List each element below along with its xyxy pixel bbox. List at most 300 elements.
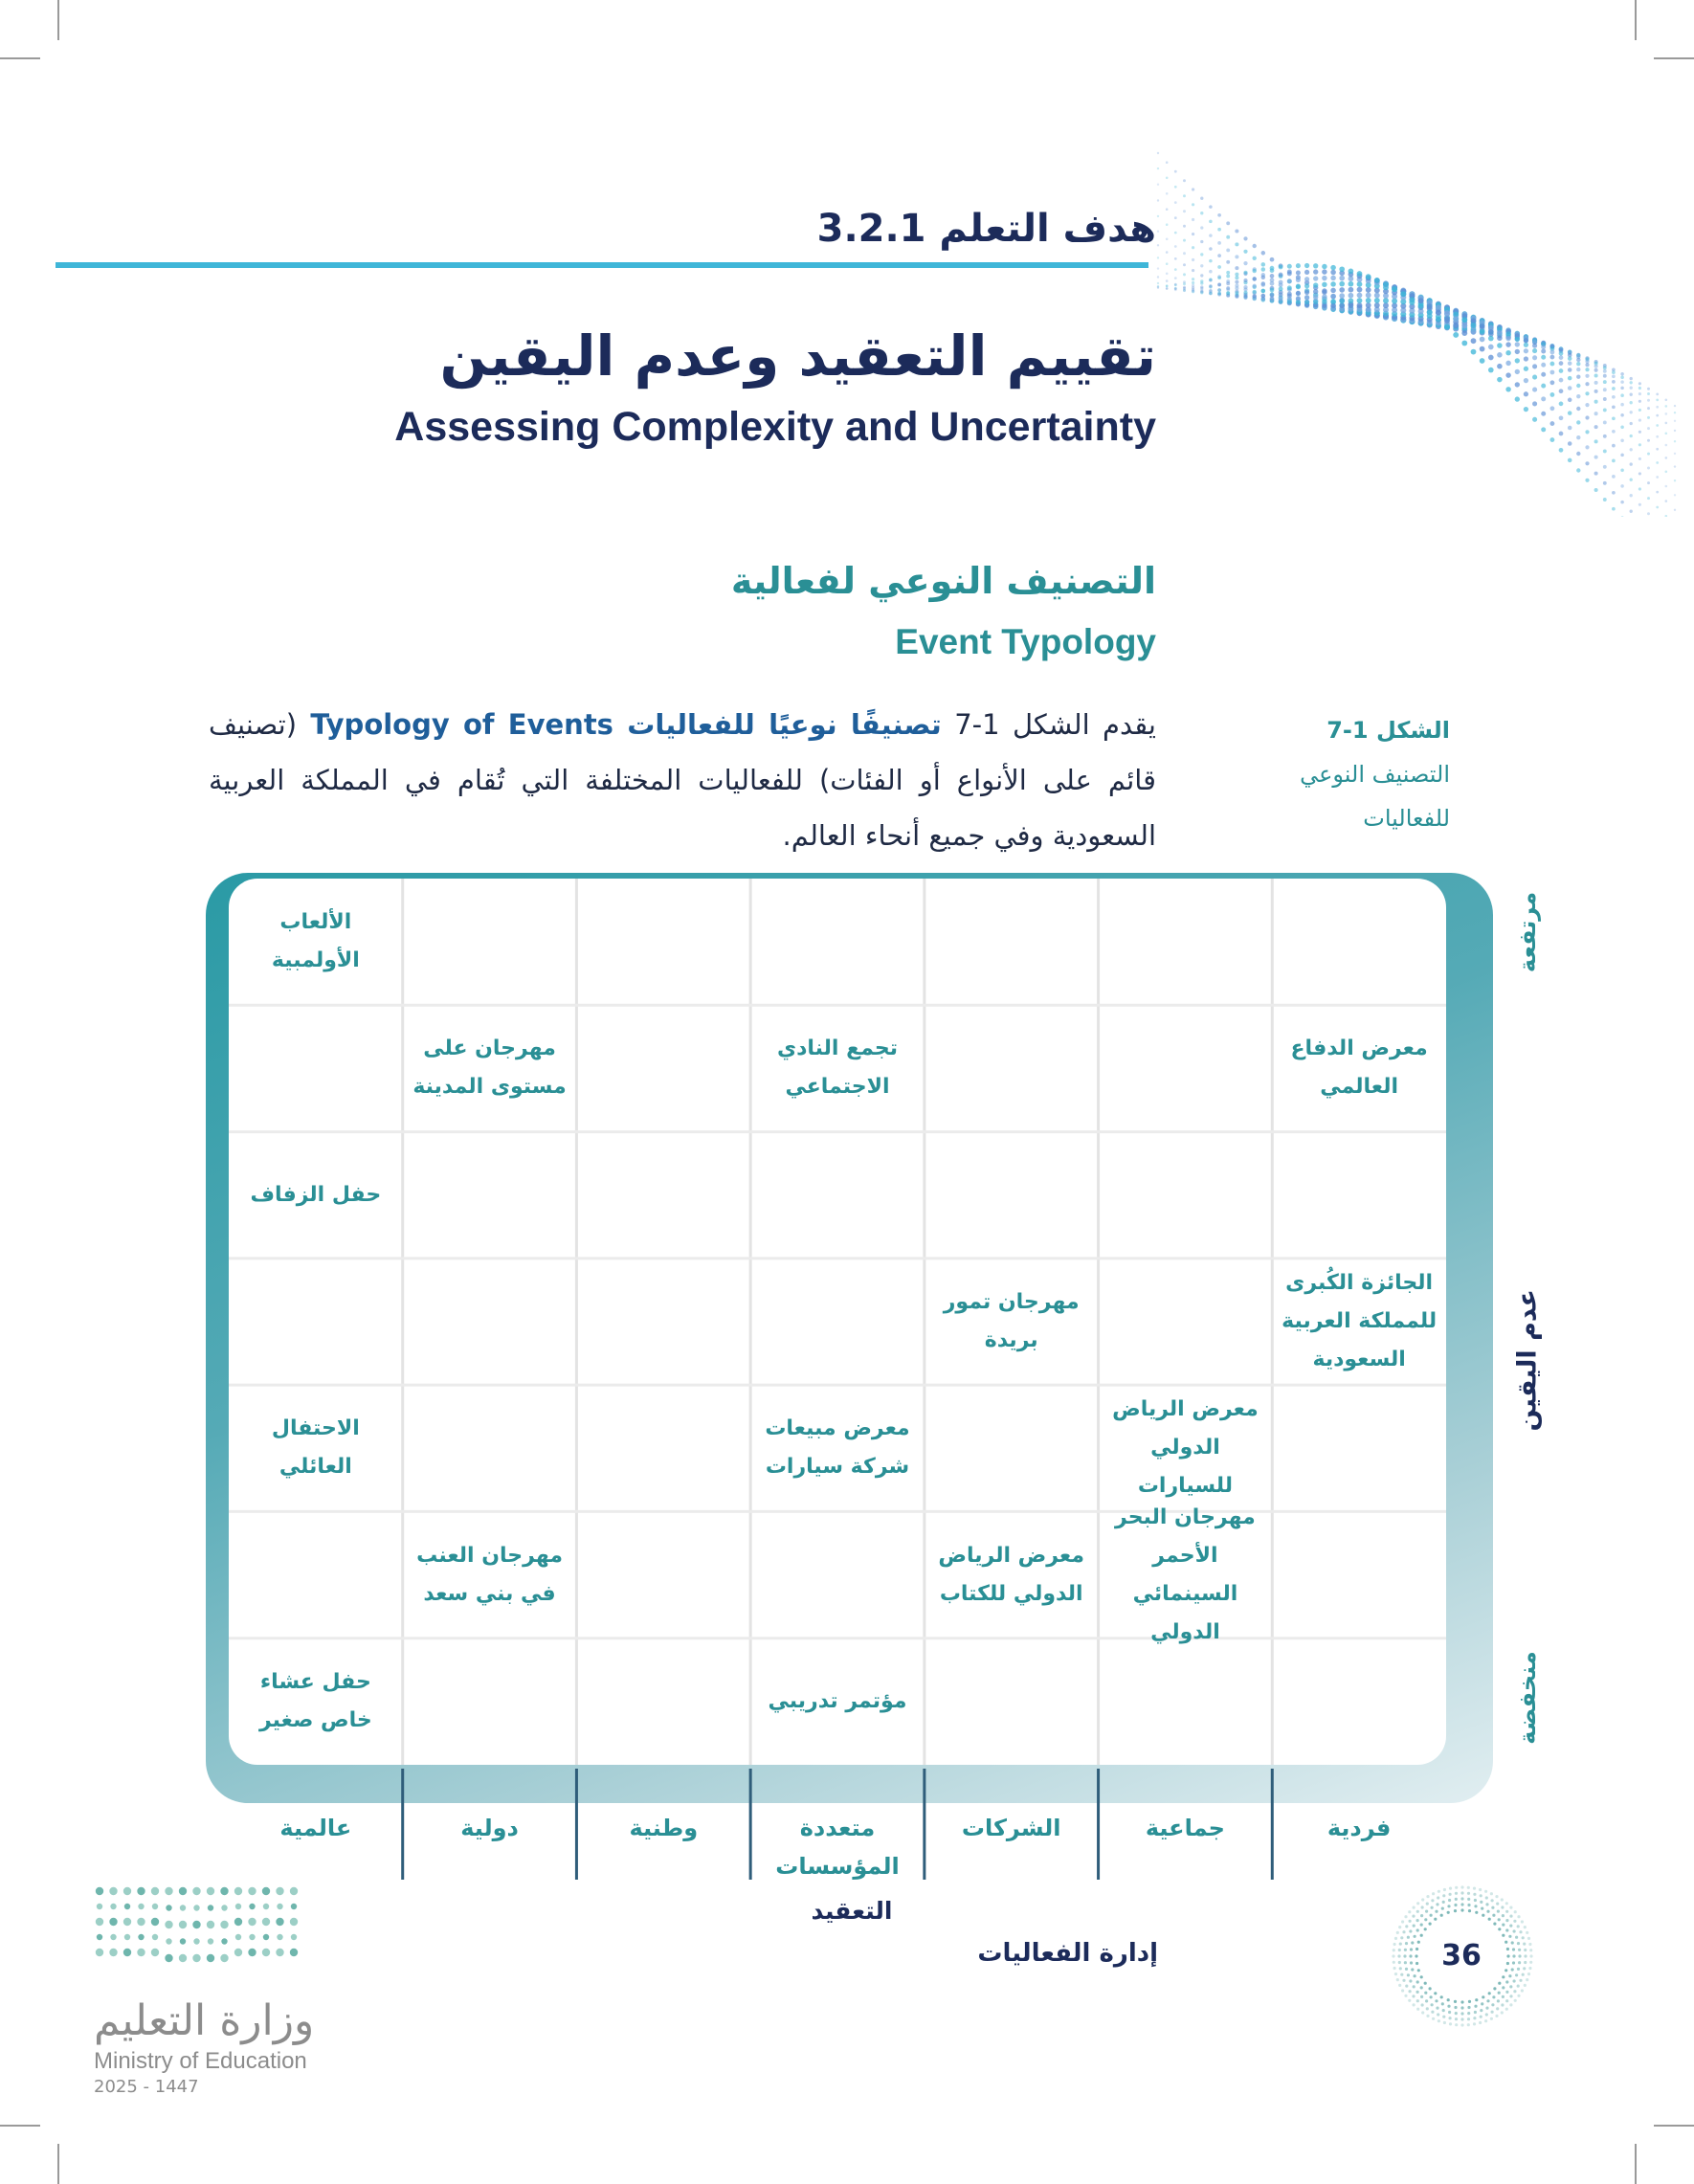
logo-dot bbox=[235, 1934, 241, 1940]
ring-dot bbox=[1524, 1949, 1527, 1951]
ring-dot bbox=[1408, 1910, 1411, 1913]
ring-dot bbox=[1517, 1995, 1520, 1997]
ring-dot bbox=[1502, 1924, 1505, 1927]
ring-dot bbox=[1473, 2022, 1476, 2025]
ring-dot bbox=[1416, 1999, 1419, 2002]
ring-dot bbox=[1509, 1995, 1512, 1997]
ring-dot bbox=[1415, 1962, 1418, 1965]
ring-dot bbox=[1460, 1891, 1463, 1894]
logo-dot bbox=[123, 1949, 131, 1956]
ring-dot bbox=[1513, 1990, 1516, 1993]
ring-dot bbox=[1473, 2017, 1476, 2019]
logo-dot bbox=[192, 1954, 200, 1962]
ring-dot bbox=[1400, 1973, 1403, 1976]
logo-dot bbox=[179, 1954, 187, 1962]
ring-dot bbox=[1431, 2011, 1434, 2014]
ring-dot bbox=[1523, 1943, 1526, 1946]
ring-dot bbox=[1460, 2012, 1463, 2015]
logo-dot bbox=[291, 1904, 297, 1909]
ring-dot bbox=[1413, 2003, 1415, 2006]
ring-dot bbox=[1480, 1901, 1482, 1904]
ring-dot bbox=[1416, 1910, 1419, 1913]
x-axis-category-label: فردية bbox=[1326, 1815, 1392, 1841]
ring-dot bbox=[1480, 2016, 1482, 2018]
logo-dot bbox=[220, 1954, 228, 1962]
ring-dot bbox=[1405, 1985, 1408, 1988]
logo-dot bbox=[277, 1934, 282, 1940]
ring-dot bbox=[1490, 1892, 1493, 1895]
logo-dot bbox=[151, 1887, 159, 1895]
ring-dot bbox=[1485, 2013, 1488, 2016]
ring-dot bbox=[1479, 2021, 1482, 2024]
logo-dot bbox=[220, 1887, 228, 1895]
event-cell: مهرجان البحر الأحمر السينمائي الدولي bbox=[1115, 1504, 1256, 1644]
logo-dot bbox=[263, 1904, 269, 1909]
logo-dot bbox=[208, 1938, 213, 1944]
event-cell: الاحتفال العائلي bbox=[271, 1416, 360, 1480]
ring-dot bbox=[1409, 1990, 1412, 1993]
page-title-arabic: تقييم التعقيد وعدم اليقين bbox=[439, 323, 1156, 389]
ring-dot bbox=[1420, 1995, 1423, 1998]
ring-dot bbox=[1426, 2015, 1429, 2017]
ring-dot bbox=[1505, 1991, 1508, 1994]
logo-dot bbox=[221, 1938, 227, 1944]
ring-dot bbox=[1526, 1931, 1528, 1934]
book-title: إدارة الفعاليات bbox=[977, 1939, 1158, 1968]
logo-dot bbox=[166, 1905, 171, 1910]
ring-dot bbox=[1502, 1975, 1505, 1978]
ring-dot bbox=[1411, 1968, 1414, 1971]
ring-dot bbox=[1404, 1995, 1407, 1997]
logo-dot bbox=[179, 1887, 187, 1895]
ring-dot bbox=[1393, 1961, 1395, 1964]
ring-dot bbox=[1505, 1910, 1508, 1913]
x-axis-title: التعقيد bbox=[811, 1897, 893, 1925]
logo-dot bbox=[234, 1949, 242, 1956]
learning-objective-label: هدف التعلم 3.2.1 bbox=[816, 207, 1156, 251]
ring-dot bbox=[1403, 1954, 1406, 1957]
logo-dot bbox=[124, 1934, 130, 1940]
ring-dot bbox=[1522, 1973, 1525, 1976]
logo-dot bbox=[290, 1887, 298, 1895]
logo-dot bbox=[263, 1934, 269, 1940]
ring-dot bbox=[1431, 2003, 1434, 2006]
ring-dot bbox=[1442, 2016, 1445, 2018]
logo-dot bbox=[110, 1934, 116, 1940]
ring-dot bbox=[1442, 1901, 1445, 1904]
ring-dot bbox=[1436, 1903, 1438, 1905]
ring-dot bbox=[1495, 2015, 1498, 2017]
logo-dot bbox=[152, 1904, 158, 1909]
ring-dot bbox=[1410, 1961, 1413, 1964]
ring-dot bbox=[1417, 1941, 1420, 1944]
ring-dot bbox=[1440, 1914, 1443, 1917]
logo-dot bbox=[124, 1904, 130, 1909]
logo-dot bbox=[109, 1887, 117, 1895]
ring-dot bbox=[1501, 2011, 1504, 2014]
ring-dot bbox=[1513, 1929, 1516, 1932]
ring-dot bbox=[1505, 1980, 1508, 1983]
event-cell: معرض مبيعات شركة سيارات bbox=[765, 1416, 910, 1480]
ring-dot bbox=[1502, 1934, 1505, 1937]
ring-dot bbox=[1501, 1905, 1504, 1908]
ring-dot bbox=[1518, 1949, 1521, 1951]
ring-dot bbox=[1431, 1899, 1434, 1902]
ring-dot bbox=[1436, 2007, 1438, 2010]
ring-dot bbox=[1467, 2017, 1470, 2020]
logo-dot bbox=[193, 1905, 199, 1910]
ring-dot bbox=[1404, 1961, 1407, 1964]
ring-dot bbox=[1454, 1904, 1457, 1906]
ring-dot bbox=[1410, 1948, 1413, 1950]
ring-dot bbox=[1495, 1895, 1498, 1898]
logo-dot bbox=[221, 1905, 227, 1910]
logo-dot bbox=[192, 1921, 200, 1928]
logo-dot bbox=[290, 1918, 298, 1926]
ring-dot bbox=[1501, 2003, 1504, 2006]
ring-dot bbox=[1513, 1979, 1516, 1982]
ring-dot bbox=[1467, 1886, 1470, 1889]
logo-dot bbox=[234, 1887, 242, 1895]
x-axis-category-label: جماعية bbox=[1145, 1815, 1225, 1841]
x-axis-category-label: الشركات bbox=[961, 1815, 1061, 1841]
ring-dot bbox=[1416, 1928, 1419, 1931]
ring-dot bbox=[1521, 1920, 1524, 1923]
ring-dot bbox=[1505, 1969, 1507, 1972]
ministry-name-english: Ministry of Education bbox=[94, 2048, 307, 2074]
logo-dot bbox=[151, 1918, 159, 1926]
logo-dot bbox=[276, 1918, 283, 1926]
logo-dot bbox=[96, 1887, 103, 1895]
ring-dot bbox=[1437, 1896, 1439, 1899]
ring-dot bbox=[1449, 2017, 1452, 2019]
ring-dot bbox=[1414, 1974, 1416, 1977]
ring-dot bbox=[1420, 1924, 1423, 1927]
ring-dot bbox=[1529, 1961, 1532, 1964]
ring-dot bbox=[1435, 1999, 1438, 2002]
ring-dot bbox=[1409, 1979, 1412, 1982]
ring-dot bbox=[1394, 1972, 1397, 1975]
ring-dot bbox=[1475, 1911, 1478, 1914]
ring-dot bbox=[1398, 1949, 1401, 1951]
logo-dot bbox=[180, 1905, 186, 1910]
ring-dot bbox=[1409, 1954, 1412, 1957]
ring-dot bbox=[1409, 1920, 1412, 1923]
ring-dot bbox=[1468, 2000, 1471, 2003]
ring-dot bbox=[1397, 1954, 1400, 1957]
ring-dot bbox=[1449, 1893, 1452, 1896]
ring-dot bbox=[1424, 1928, 1427, 1930]
ring-dot bbox=[1416, 2008, 1419, 2011]
ring-dot bbox=[1407, 1936, 1410, 1939]
ring-dot bbox=[1416, 1919, 1419, 1922]
logo-dot bbox=[249, 1934, 255, 1940]
logo-dot bbox=[290, 1949, 298, 1956]
ring-dot bbox=[1509, 2003, 1512, 2006]
page-title-english: Assessing Complexity and Uncertainty bbox=[394, 404, 1156, 450]
logo-dot bbox=[123, 1887, 131, 1895]
ring-dot bbox=[1498, 1982, 1501, 1985]
event-cell: حفل عشاء خاص صغير bbox=[258, 1669, 372, 1732]
ring-dot bbox=[1497, 1910, 1500, 1913]
ring-dot bbox=[1481, 1907, 1483, 1910]
ring-dot bbox=[1454, 1909, 1457, 1912]
ring-dot bbox=[1401, 1989, 1404, 1992]
ring-dot bbox=[1488, 1918, 1491, 1921]
ring-dot bbox=[1392, 1954, 1394, 1957]
ring-dot bbox=[1492, 1914, 1495, 1917]
ring-dot bbox=[1443, 1888, 1446, 1891]
logo-dot bbox=[193, 1938, 199, 1944]
ring-dot bbox=[1449, 2022, 1452, 2025]
ring-dot bbox=[1492, 1995, 1495, 1998]
ring-dot bbox=[1526, 1978, 1528, 1981]
ring-dot bbox=[1515, 1973, 1518, 1976]
ring-dot bbox=[1400, 1936, 1403, 1939]
ring-dot bbox=[1509, 1915, 1512, 1918]
ring-dot bbox=[1473, 1893, 1476, 1896]
logo-dot bbox=[109, 1949, 117, 1956]
ring-dot bbox=[1440, 1995, 1443, 1998]
ring-dot bbox=[1393, 1943, 1396, 1946]
ring-dot bbox=[1430, 1995, 1433, 1998]
x-axis-category-label: عالمية bbox=[279, 1815, 352, 1841]
ring-dot bbox=[1528, 1943, 1531, 1946]
y-axis-title: عدم اليقين bbox=[1512, 1289, 1543, 1432]
ring-dot bbox=[1399, 1967, 1402, 1970]
logo-dot bbox=[220, 1921, 228, 1928]
ring-dot bbox=[1398, 1984, 1401, 1987]
ring-dot bbox=[1413, 1925, 1415, 1928]
ring-dot bbox=[1432, 1892, 1435, 1895]
ring-dot bbox=[1519, 1979, 1522, 1982]
logo-dot bbox=[262, 1918, 270, 1926]
ring-dot bbox=[1508, 1935, 1511, 1938]
ring-dot bbox=[1522, 1936, 1525, 1939]
ring-dot bbox=[1524, 1961, 1527, 1964]
ring-dot bbox=[1454, 2000, 1457, 2003]
ring-dot bbox=[1528, 1967, 1531, 1970]
logo-dot bbox=[165, 1887, 172, 1895]
ring-dot bbox=[1429, 1923, 1432, 1926]
ring-dot bbox=[1396, 1978, 1399, 1981]
ring-dot bbox=[1480, 1894, 1482, 1897]
ring-dot bbox=[1505, 1928, 1508, 1931]
ring-dot bbox=[1443, 2021, 1446, 2024]
logo-dot bbox=[179, 1921, 187, 1928]
ring-dot bbox=[1517, 1985, 1520, 1988]
ring-dot bbox=[1467, 1898, 1470, 1901]
ring-dot bbox=[1518, 1954, 1521, 1957]
ring-dot bbox=[1460, 1885, 1463, 1888]
ring-dot bbox=[1405, 1925, 1408, 1928]
logo-dot bbox=[110, 1904, 116, 1909]
ring-dot bbox=[1527, 1972, 1530, 1975]
section-heading-english: Event Typology bbox=[895, 622, 1156, 661]
ring-dot bbox=[1481, 2002, 1483, 2005]
ring-dot bbox=[1467, 2012, 1470, 2015]
ring-dot bbox=[1460, 2006, 1463, 2009]
ring-dot bbox=[1449, 1887, 1452, 1890]
ring-dot bbox=[1420, 1975, 1423, 1978]
logo-dot bbox=[276, 1887, 283, 1895]
ring-dot bbox=[1393, 1967, 1396, 1970]
event-cell: حفل الزفاف bbox=[250, 1182, 382, 1207]
ring-dot bbox=[1426, 2007, 1429, 2010]
ring-dot bbox=[1506, 1954, 1509, 1957]
ring-dot bbox=[1491, 2003, 1494, 2006]
ring-dot bbox=[1486, 1910, 1489, 1913]
ring-dot bbox=[1405, 1942, 1408, 1945]
ring-dot bbox=[1502, 1995, 1505, 1998]
event-cell: مهرجان على مستوى المدينة bbox=[412, 1036, 567, 1100]
ring-dot bbox=[1394, 1937, 1397, 1940]
ring-dot bbox=[1416, 1980, 1419, 1983]
ring-dot bbox=[1509, 1925, 1512, 1928]
ring-dot bbox=[1411, 1941, 1414, 1944]
logo-dot bbox=[248, 1918, 256, 1926]
ring-dot bbox=[1517, 1915, 1520, 1918]
ring-dot bbox=[1412, 1915, 1415, 1918]
ring-dot bbox=[1426, 1895, 1429, 1898]
ring-dot bbox=[1512, 1954, 1515, 1957]
ring-dot bbox=[1529, 1954, 1532, 1957]
ring-dot bbox=[1467, 1904, 1470, 1906]
ring-dot bbox=[1496, 1903, 1499, 1905]
ring-dot bbox=[1415, 1948, 1418, 1950]
logo-dot bbox=[137, 1949, 145, 1956]
ring-dot bbox=[1498, 1992, 1501, 1995]
ring-dot bbox=[1420, 1934, 1423, 1937]
ring-dot bbox=[1519, 1930, 1522, 1933]
logo-dot bbox=[137, 1887, 145, 1895]
logo-dot bbox=[123, 1918, 131, 1926]
ring-dot bbox=[1474, 2005, 1477, 2008]
ring-dot bbox=[1509, 1906, 1512, 1909]
ring-dot bbox=[1438, 2019, 1440, 2022]
ring-dot bbox=[1514, 1999, 1517, 2002]
ring-dot bbox=[1426, 1903, 1429, 1905]
logo-dot bbox=[207, 1954, 214, 1962]
logo-dot bbox=[152, 1934, 158, 1940]
ring-dot bbox=[1482, 1995, 1484, 1998]
ring-dot bbox=[1460, 2000, 1463, 2003]
ring-dot bbox=[1404, 1915, 1407, 1918]
ring-dot bbox=[1432, 2017, 1435, 2020]
logo-dot bbox=[207, 1887, 214, 1895]
ring-dot bbox=[1424, 1992, 1427, 1995]
ring-dot bbox=[1398, 1961, 1401, 1964]
ring-dot bbox=[1421, 2011, 1424, 2014]
ring-dot bbox=[1447, 2005, 1450, 2008]
logo-dot bbox=[249, 1904, 255, 1909]
ring-dot bbox=[1455, 2017, 1458, 2020]
logo-dot bbox=[151, 1949, 159, 1956]
logo-dot bbox=[138, 1934, 144, 1940]
ring-dot bbox=[1502, 1914, 1505, 1917]
paragraph-text: يقدم الشكل 1-7 bbox=[941, 708, 1156, 741]
y-low-label: منخفضة bbox=[1514, 1651, 1541, 1745]
ring-dot bbox=[1505, 1919, 1508, 1922]
ring-dot bbox=[1474, 2011, 1477, 2014]
x-axis-category-label: دولية bbox=[460, 1815, 519, 1841]
ring-dot bbox=[1425, 1910, 1428, 1913]
figure-caption-line: للفعاليات bbox=[1363, 805, 1450, 832]
ring-dot bbox=[1414, 1935, 1416, 1938]
ring-dot bbox=[1415, 1954, 1417, 1957]
ring-dot bbox=[1480, 2009, 1482, 2012]
ring-dot bbox=[1467, 1892, 1470, 1895]
ring-dot bbox=[1491, 2011, 1494, 2014]
logo-dot bbox=[208, 1905, 213, 1910]
ministry-name-arabic: وزارة التعليم bbox=[94, 1996, 315, 2045]
ring-dot bbox=[1529, 1949, 1532, 1951]
logo-dot bbox=[262, 1949, 270, 1956]
ring-dot bbox=[1399, 1943, 1402, 1946]
ring-dot bbox=[1398, 1926, 1401, 1928]
logo-dot bbox=[165, 1921, 172, 1928]
ring-dot bbox=[1505, 1941, 1507, 1944]
ring-dot bbox=[1505, 1902, 1508, 1905]
ring-dot bbox=[1448, 1899, 1451, 1902]
logo-dot bbox=[207, 1921, 214, 1928]
ring-dot bbox=[1460, 1903, 1463, 1905]
ring-dot bbox=[1467, 2006, 1470, 2009]
ring-dot bbox=[1514, 1910, 1517, 1913]
ring-dot bbox=[1517, 1925, 1520, 1928]
ring-dot bbox=[1455, 1892, 1458, 1895]
ring-dot bbox=[1429, 1987, 1432, 1990]
ring-dot bbox=[1424, 1982, 1427, 1985]
ring-dot bbox=[1498, 1918, 1501, 1921]
ring-dot bbox=[1441, 1907, 1444, 1910]
ring-dot bbox=[1425, 1999, 1428, 2002]
figure-number: الشكل 1-7 bbox=[1326, 717, 1450, 744]
logo-dot bbox=[138, 1904, 144, 1909]
ring-dot bbox=[1491, 1906, 1494, 1909]
ring-dot bbox=[1460, 1908, 1463, 1911]
ring-dot bbox=[1416, 1902, 1419, 1905]
ring-dot bbox=[1488, 1992, 1491, 1995]
ring-dot bbox=[1442, 2009, 1445, 2012]
event-cell: تجمع النادي الاجتماعي bbox=[776, 1036, 899, 1100]
page-number: 36 bbox=[1424, 1918, 1499, 1993]
ministry-logo-dots bbox=[94, 1883, 314, 1989]
ring-dot bbox=[1409, 1929, 1412, 1932]
ring-dot bbox=[1479, 1888, 1482, 1891]
ring-dot bbox=[1431, 1906, 1434, 1909]
ring-dot bbox=[1442, 1894, 1445, 1897]
ring-dot bbox=[1455, 1886, 1458, 1889]
ring-dot bbox=[1434, 1918, 1437, 1921]
ring-dot bbox=[1474, 1899, 1477, 1902]
ring-dot bbox=[1475, 1998, 1478, 2001]
ring-dot bbox=[1512, 1961, 1515, 1964]
ring-dot bbox=[1506, 1948, 1509, 1950]
ring-dot bbox=[1505, 1999, 1508, 2002]
ring-dot bbox=[1501, 1898, 1504, 1901]
ring-dot bbox=[1396, 1931, 1399, 1934]
ring-dot bbox=[1455, 1898, 1458, 1901]
ring-dot bbox=[1484, 1890, 1487, 1893]
ring-dot bbox=[1448, 2011, 1451, 2014]
ring-dot bbox=[1474, 1905, 1477, 1907]
logo-dot bbox=[235, 1904, 241, 1909]
ring-dot bbox=[1416, 1991, 1419, 1994]
ring-dot bbox=[1524, 1984, 1527, 1987]
paragraph-bold-arabic: تصنيفًا نوعيًا للفعاليات bbox=[627, 708, 942, 741]
y-high-label: مرتفعة bbox=[1514, 891, 1541, 973]
